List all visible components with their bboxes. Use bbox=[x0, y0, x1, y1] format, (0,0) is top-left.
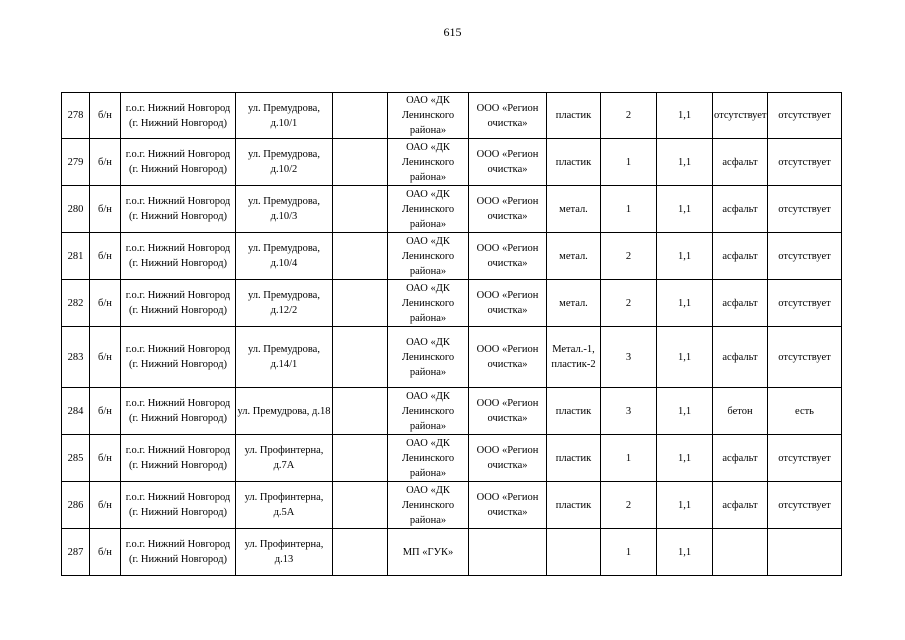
cell-operator: ООО «Регион очистка» bbox=[469, 435, 547, 482]
cell-surface: асфальт bbox=[713, 233, 768, 280]
cell-owner: МП «ГУК» bbox=[388, 529, 469, 576]
cell-locality: г.о.г. Нижний Новгород (г. Нижний Новгород) bbox=[121, 435, 236, 482]
cell-empty bbox=[333, 93, 388, 139]
cell-number: 284 bbox=[62, 388, 90, 435]
cell-volume: 1,1 bbox=[657, 139, 713, 186]
cell-count: 1 bbox=[601, 139, 657, 186]
cell-operator: ООО «Регион очистка» bbox=[469, 186, 547, 233]
cell-material: пластик bbox=[547, 435, 601, 482]
cell-material: метал. bbox=[547, 186, 601, 233]
cell-fence: отсутствует bbox=[768, 186, 842, 233]
cell-volume: 1,1 bbox=[657, 280, 713, 327]
cell-number: 283 bbox=[62, 327, 90, 388]
cell-fence: отсутствует bbox=[768, 435, 842, 482]
cell-volume: 1,1 bbox=[657, 327, 713, 388]
cell-number: 285 bbox=[62, 435, 90, 482]
cell-material: пластик bbox=[547, 388, 601, 435]
cell-locality: г.о.г. Нижний Новгород (г. Нижний Новгород) bbox=[121, 280, 236, 327]
cell-bn: б/н bbox=[90, 139, 121, 186]
cell-bn: б/н bbox=[90, 327, 121, 388]
table-row bbox=[62, 435, 842, 482]
cell-operator: ООО «Регион очистка» bbox=[469, 233, 547, 280]
cell-empty bbox=[333, 435, 388, 482]
cell-operator: ООО «Регион очистка» bbox=[469, 139, 547, 186]
cell-empty bbox=[333, 388, 388, 435]
cell-count: 2 bbox=[601, 93, 657, 139]
cell-number: 287 bbox=[62, 529, 90, 576]
cell-fence: есть bbox=[768, 388, 842, 435]
table-row bbox=[62, 233, 842, 280]
cell-count: 2 bbox=[601, 233, 657, 280]
cell-surface: отсутствует bbox=[713, 93, 768, 139]
cell-surface: асфальт bbox=[713, 482, 768, 529]
cell-volume: 1,1 bbox=[657, 435, 713, 482]
cell-fence: отсутствует bbox=[768, 233, 842, 280]
cell-bn: б/н bbox=[90, 388, 121, 435]
cell-bn: б/н bbox=[90, 435, 121, 482]
cell-bn: б/н bbox=[90, 186, 121, 233]
cell-address: ул. Премудрова, д.10/4 bbox=[236, 233, 333, 280]
cell-surface: асфальт bbox=[713, 280, 768, 327]
cell-surface: асфальт bbox=[713, 139, 768, 186]
cell-fence bbox=[768, 529, 842, 576]
cell-bn: б/н bbox=[90, 233, 121, 280]
table-row bbox=[62, 93, 842, 139]
cell-number: 281 bbox=[62, 233, 90, 280]
table-body bbox=[62, 93, 842, 576]
cell-owner: ОАО «ДК Ленинского района» bbox=[388, 93, 469, 139]
cell-empty bbox=[333, 233, 388, 280]
cell-volume: 1,1 bbox=[657, 186, 713, 233]
cell-empty bbox=[333, 139, 388, 186]
cell-owner: ОАО «ДК Ленинского района» bbox=[388, 233, 469, 280]
cell-owner: ОАО «ДК Ленинского района» bbox=[388, 435, 469, 482]
cell-operator: ООО «Регион очистка» bbox=[469, 327, 547, 388]
cell-operator: ООО «Регион очистка» bbox=[469, 93, 547, 139]
cell-owner: ОАО «ДК Ленинского района» bbox=[388, 482, 469, 529]
cell-fence: отсутствует bbox=[768, 482, 842, 529]
cell-locality: г.о.г. Нижний Новгород (г. Нижний Новгород) bbox=[121, 93, 236, 139]
cell-address: ул. Премудрова, д.10/3 bbox=[236, 186, 333, 233]
cell-empty bbox=[333, 280, 388, 327]
cell-owner: ОАО «ДК Ленинского района» bbox=[388, 186, 469, 233]
cell-surface: бетон bbox=[713, 388, 768, 435]
cell-fence: отсутствует bbox=[768, 327, 842, 388]
cell-surface: асфальт bbox=[713, 186, 768, 233]
cell-operator: ООО «Регион очистка» bbox=[469, 482, 547, 529]
cell-empty bbox=[333, 186, 388, 233]
cell-operator: ООО «Регион очистка» bbox=[469, 280, 547, 327]
cell-address: ул. Премудрова, д.12/2 bbox=[236, 280, 333, 327]
cell-address: ул. Профинтерна, д.5А bbox=[236, 482, 333, 529]
cell-address: ул. Профинтерна, д.13 bbox=[236, 529, 333, 576]
cell-volume: 1,1 bbox=[657, 233, 713, 280]
cell-locality: г.о.г. Нижний Новгород (г. Нижний Новгород) bbox=[121, 482, 236, 529]
cell-fence: отсутствует bbox=[768, 280, 842, 327]
cell-count: 1 bbox=[601, 435, 657, 482]
cell-number: 280 bbox=[62, 186, 90, 233]
cell-address: ул. Премудрова, д.10/1 bbox=[236, 93, 333, 139]
table-row bbox=[62, 327, 842, 388]
cell-locality: г.о.г. Нижний Новгород (г. Нижний Новгород) bbox=[121, 388, 236, 435]
cell-bn: б/н bbox=[90, 529, 121, 576]
cell-number: 286 bbox=[62, 482, 90, 529]
cell-number: 282 bbox=[62, 280, 90, 327]
cell-owner: ОАО «ДК Ленинского района» bbox=[388, 388, 469, 435]
cell-empty bbox=[333, 529, 388, 576]
cell-material: метал. bbox=[547, 280, 601, 327]
cell-material: пластик bbox=[547, 482, 601, 529]
cell-locality: г.о.г. Нижний Новгород (г. Нижний Новгород) bbox=[121, 233, 236, 280]
cell-volume: 1,1 bbox=[657, 388, 713, 435]
cell-count: 3 bbox=[601, 388, 657, 435]
container-sites-table bbox=[61, 92, 842, 576]
cell-surface bbox=[713, 529, 768, 576]
cell-empty bbox=[333, 327, 388, 388]
cell-operator: ООО «Регион очистка» bbox=[469, 388, 547, 435]
table-row bbox=[62, 388, 842, 435]
cell-count: 3 bbox=[601, 327, 657, 388]
cell-surface: асфальт bbox=[713, 327, 768, 388]
cell-material: пластик bbox=[547, 93, 601, 139]
cell-material: пластик bbox=[547, 139, 601, 186]
cell-owner: ОАО «ДК Ленинского района» bbox=[388, 327, 469, 388]
cell-number: 279 bbox=[62, 139, 90, 186]
cell-bn: б/н bbox=[90, 93, 121, 139]
table-row bbox=[62, 186, 842, 233]
cell-number: 278 bbox=[62, 93, 90, 139]
cell-material: метал. bbox=[547, 233, 601, 280]
cell-count: 1 bbox=[601, 529, 657, 576]
cell-volume: 1,1 bbox=[657, 529, 713, 576]
cell-address: ул. Премудрова, д.18 bbox=[236, 388, 333, 435]
cell-surface: асфальт bbox=[713, 435, 768, 482]
cell-fence: отсутствует bbox=[768, 93, 842, 139]
cell-address: ул. Профинтерна, д.7А bbox=[236, 435, 333, 482]
cell-locality: г.о.г. Нижний Новгород (г. Нижний Новгород) bbox=[121, 529, 236, 576]
cell-volume: 1,1 bbox=[657, 482, 713, 529]
table-row bbox=[62, 482, 842, 529]
page-number: 615 bbox=[443, 25, 462, 39]
cell-locality: г.о.г. Нижний Новгород (г. Нижний Новгород) bbox=[121, 327, 236, 388]
cell-fence: отсутствует bbox=[768, 139, 842, 186]
cell-material bbox=[547, 529, 601, 576]
cell-locality: г.о.г. Нижний Новгород (г. Нижний Новгород) bbox=[121, 186, 236, 233]
cell-bn: б/н bbox=[90, 280, 121, 327]
cell-material: Метал.-1, пластик-2 bbox=[547, 327, 601, 388]
cell-count: 2 bbox=[601, 280, 657, 327]
table-row bbox=[62, 529, 842, 576]
cell-bn: б/н bbox=[90, 482, 121, 529]
cell-address: ул. Премудрова, д.14/1 bbox=[236, 327, 333, 388]
cell-count: 1 bbox=[601, 186, 657, 233]
cell-address: ул. Премудрова, д.10/2 bbox=[236, 139, 333, 186]
cell-empty bbox=[333, 482, 388, 529]
table-row bbox=[62, 280, 842, 327]
cell-locality: г.о.г. Нижний Новгород (г. Нижний Новгород) bbox=[121, 139, 236, 186]
cell-volume: 1,1 bbox=[657, 93, 713, 139]
cell-count: 2 bbox=[601, 482, 657, 529]
cell-owner: ОАО «ДК Ленинского района» bbox=[388, 139, 469, 186]
table-row bbox=[62, 139, 842, 186]
cell-operator bbox=[469, 529, 547, 576]
cell-owner: ОАО «ДК Ленинского района» bbox=[388, 280, 469, 327]
